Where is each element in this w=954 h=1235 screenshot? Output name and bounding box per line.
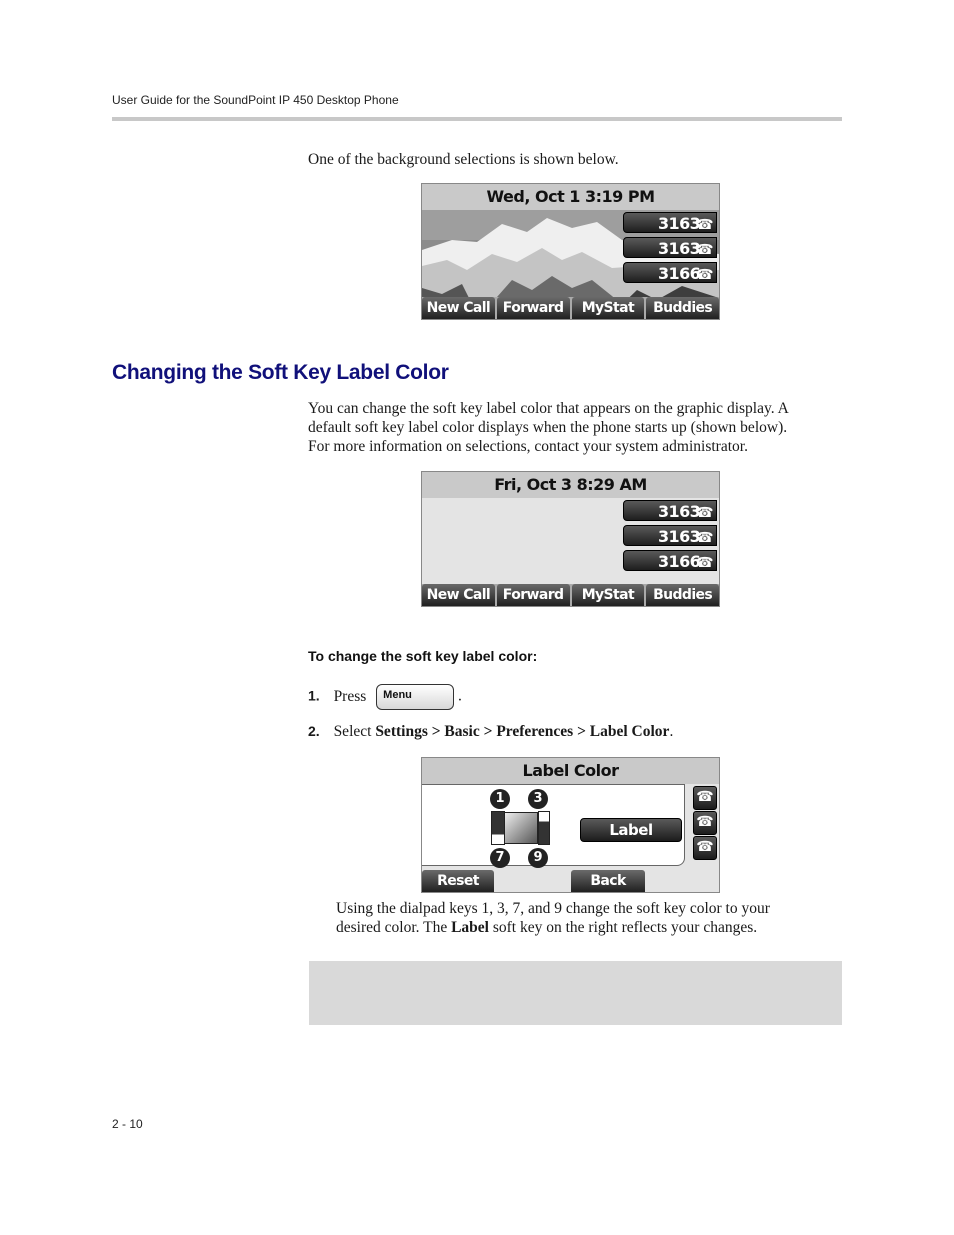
color-slider-right [538,811,550,845]
page-number: 2 - 10 [112,1117,143,1131]
softkey-mystat: MyStat [572,297,645,319]
phone-handset-icon: ☎ [693,836,717,860]
line-key-3: 3166 ☎ [623,550,717,571]
dialpad-key-7-icon: 7 [490,848,510,868]
section-heading: Changing the Soft Key Label Color [112,361,449,384]
phone-handset-icon: ☎ [696,242,713,258]
phone-handset-icon: ☎ [696,267,713,283]
step-2: 2. Select Settings > Basic > Preferences > Label Color. [308,723,674,740]
line-key-1: 3163 ☎ [623,500,717,521]
softkey-forward: Forward [497,297,570,319]
explanation-text: Using the dialpad keys 1, 3, 7, and 9 change the soft key color to your desired color. The Label soft key on the right reflects your changes. [336,900,770,936]
phone-handset-icon: ☎ [696,217,713,233]
menu-key-icon: Menu [376,684,454,710]
phone-handset-icon: ☎ [696,505,713,521]
softkey-new-call: New Call [422,584,495,606]
softkey-bar [422,297,719,319]
phone-screen-default-color [421,471,720,607]
running-header: User Guide for the SoundPoint IP 450 Desktop Phone [112,93,399,107]
softkey-buddies: Buddies [646,584,719,606]
header-rule [112,117,842,121]
step-number: 1. [308,687,320,704]
softkey-back: Back [571,870,645,892]
line-key-1: 3163 ☎ [623,212,717,233]
section-paragraph: You can change the soft key label color that appears on the graphic display. A default soft key label color displays when the phone starts up (shown below). For more information on selections, contact your system administrator. [308,400,789,455]
phone-handset-icon: ☎ [696,530,713,546]
color-slider-left [491,811,505,845]
screen-title: Label Color [422,758,719,784]
phone-screen-background-example [421,183,720,320]
line-key-2: 3163 ☎ [623,525,717,546]
label-preview-button: Label [580,818,682,842]
line-key-3: 3166 ☎ [623,262,717,283]
dialpad-key-1-icon: 1 [490,789,510,809]
menu-path: Settings > Basic > Preferences > Label Color [375,723,670,740]
line-key-2: 3163 ☎ [623,237,717,258]
softkey-mystat: MyStat [572,584,645,606]
softkey-reset: Reset [422,870,494,892]
dialpad-key-9-icon: 9 [528,848,548,868]
phone-handset-icon: ☎ [693,786,717,810]
dialpad-key-3-icon: 3 [528,789,548,809]
note-box [309,961,842,1025]
intro-text: One of the background selections is shown below. [308,151,619,168]
screen-title: Fri, Oct 3 8:29 AM [422,472,719,498]
phone-handset-icon: ☎ [696,555,713,571]
softkey-forward: Forward [497,584,570,606]
phone-handset-icon: ☎ [693,811,717,835]
color-swatch [504,812,538,844]
procedure-heading: To change the soft key label color: [308,648,538,664]
softkey-bar [422,584,719,606]
screen-title: Wed, Oct 1 3:19 PM [422,184,719,210]
label-color-panel [422,784,685,866]
step-1: 1. Press Menu . [308,684,462,710]
phone-screen-label-color [421,757,720,893]
softkey-buddies: Buddies [646,297,719,319]
step-number: 2. [308,723,320,739]
softkey-new-call: New Call [422,297,495,319]
